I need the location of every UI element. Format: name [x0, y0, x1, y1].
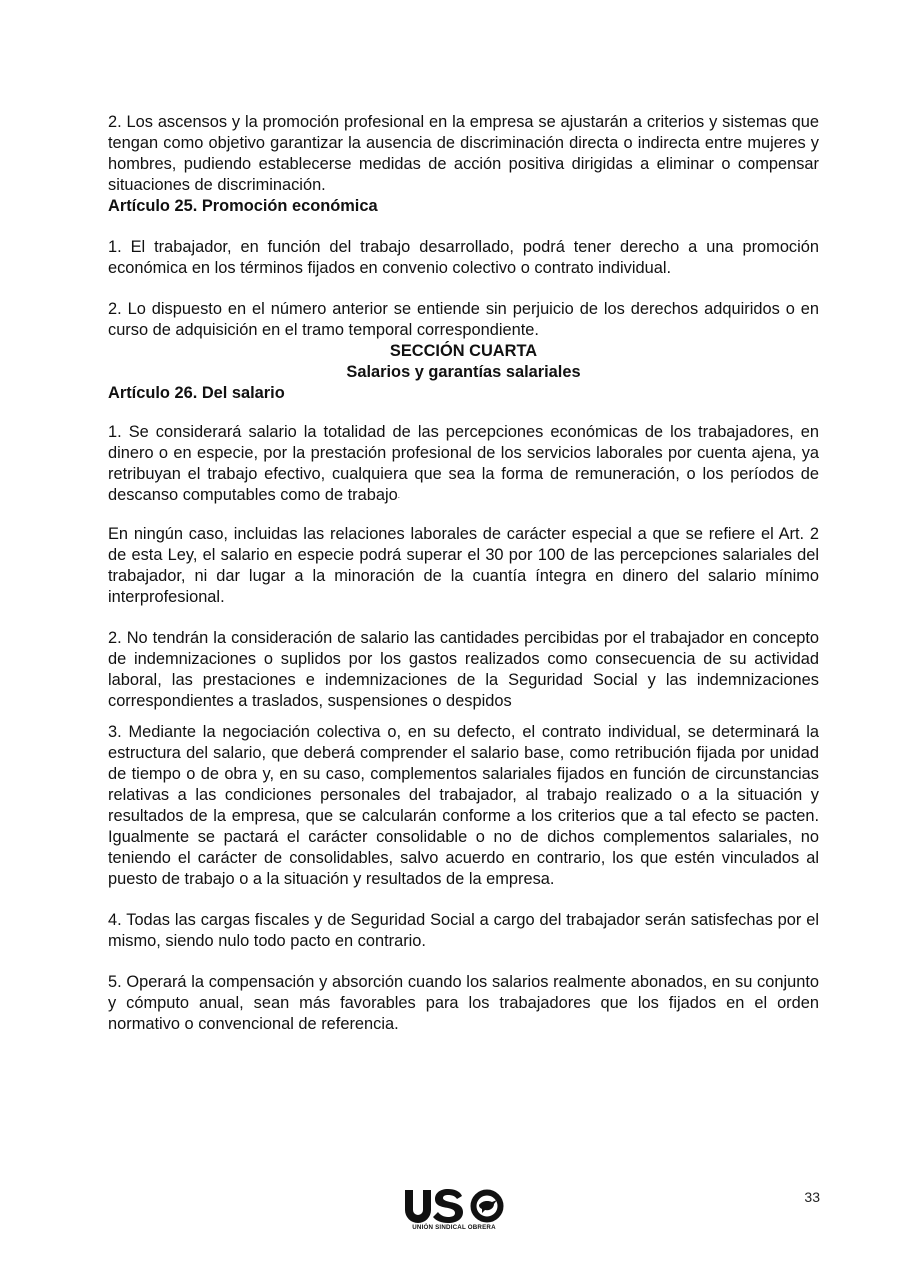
document-body	[108, 112, 819, 1035]
paragraph-art26-4: 4. Todas las cargas fiscales y de Seguridad Social a cargo del trabajador serán satisfechas por el mismo, siendo nulo todo pacto en contrario.	[108, 911, 819, 950]
paragraph-art26-1-text: 1. Se considerará salario la totalidad de las percepciones económicas de los trabajadores, en dinero o en especie, por la prestación profesional de los servicios laborales por cuenta ajena, ya retribuyan el trabajo efectivo, cualquiera que sea la forma de remuneración, o los períodos de descanso computables como de trabajo	[108, 423, 819, 504]
page-number: 33	[804, 1189, 820, 1205]
section-subtitle: Salarios y garantías salariales	[346, 363, 581, 381]
paragraph-art26-2: 2. No tendrán la consideración de salario las cantidades percibidas por el trabajador en concepto de indemnizaciones o suplidos por los gastos realizados como consecuencia de su actividad laboral, las prestaciones e indemnizaciones de la Seguridad Social y las indemnizaciones correspondientes a traslados, suspensiones o despidos	[108, 629, 819, 710]
logo-caption: UNIÓN SINDICAL OBRERA	[412, 1224, 496, 1231]
paragraph-art26-1	[108, 422, 819, 506]
article-25-heading: Artículo 25. Promoción económica	[108, 197, 378, 215]
paragraph-art26-3: 3. Mediante la negociación colectiva o, en su defecto, el contrato individual, se determinará la estructura del salario, que deberá comprender el salario base, como retribución fijada por unidad de tiempo o de obra y, en su caso, complementos salariales fijados en función de circunstancias relativas a las condiciones personales del trabajador, al trabajo realizado o a la situación y resultados de la empresa, que se calcularán conforme a los criterios que a tal efecto se pacten. Igualmente se pactará el carácter consolidable o no de dichos complementos salariales, no teniendo el carácter de consolidables, salvo acuerdo en contrario, los que estén vinculados al puesto de trabajo o a la situación y resultados de la empresa.	[108, 723, 819, 888]
paragraph-art26-5: 5. Operará la compensación y absorción cuando los salarios realmente abonados, en su conjunto y cómputo anual, sean más favorables para los trabajadores que los fijados en el orden normativo o convencional de referencia.	[108, 973, 819, 1033]
paragraph-art26-1b: En ningún caso, incluidas las relaciones laborales de carácter especial a que se refiere el Art. 2 de esta Ley, el salario en especie podrá superar el 30 por 100 de las percepciones salariales del trabajador, ni dar lugar a la minoración de la cuantía íntegra en dinero del salario mínimo interprofesional.	[108, 525, 819, 606]
paragraph-art25-1: 1. El trabajador, en función del trabajo desarrollado, podrá tener derecho a una promoción económica en los términos fijados en convenio colectivo o contrato individual.	[108, 238, 819, 277]
paragraph-art25-2: 2. Lo dispuesto en el número anterior se entiende sin perjuicio de los derechos adquiridos o en curso de adquisición en el tramo temporal correspondiente.	[108, 300, 819, 339]
section-title: SECCIÓN CUARTA	[389, 342, 538, 360]
article-26-heading: Artículo 26. Del salario	[108, 384, 285, 402]
paragraph-art26-1-mark: .	[397, 491, 400, 500]
uso-logo-icon	[402, 1188, 506, 1224]
paragraph-art24-2: 2. Los ascensos y la promoción profesional en la empresa se ajustarán a criterios y sistemas que tengan como objetivo garantizar la ausencia de discriminación directa o indirecta entre mujeres y hombres, pudiendo establecerse medidas de acción positiva dirigidas a eliminar o compensar situaciones de discriminación.	[108, 113, 819, 194]
uso-logo	[402, 1188, 506, 1238]
